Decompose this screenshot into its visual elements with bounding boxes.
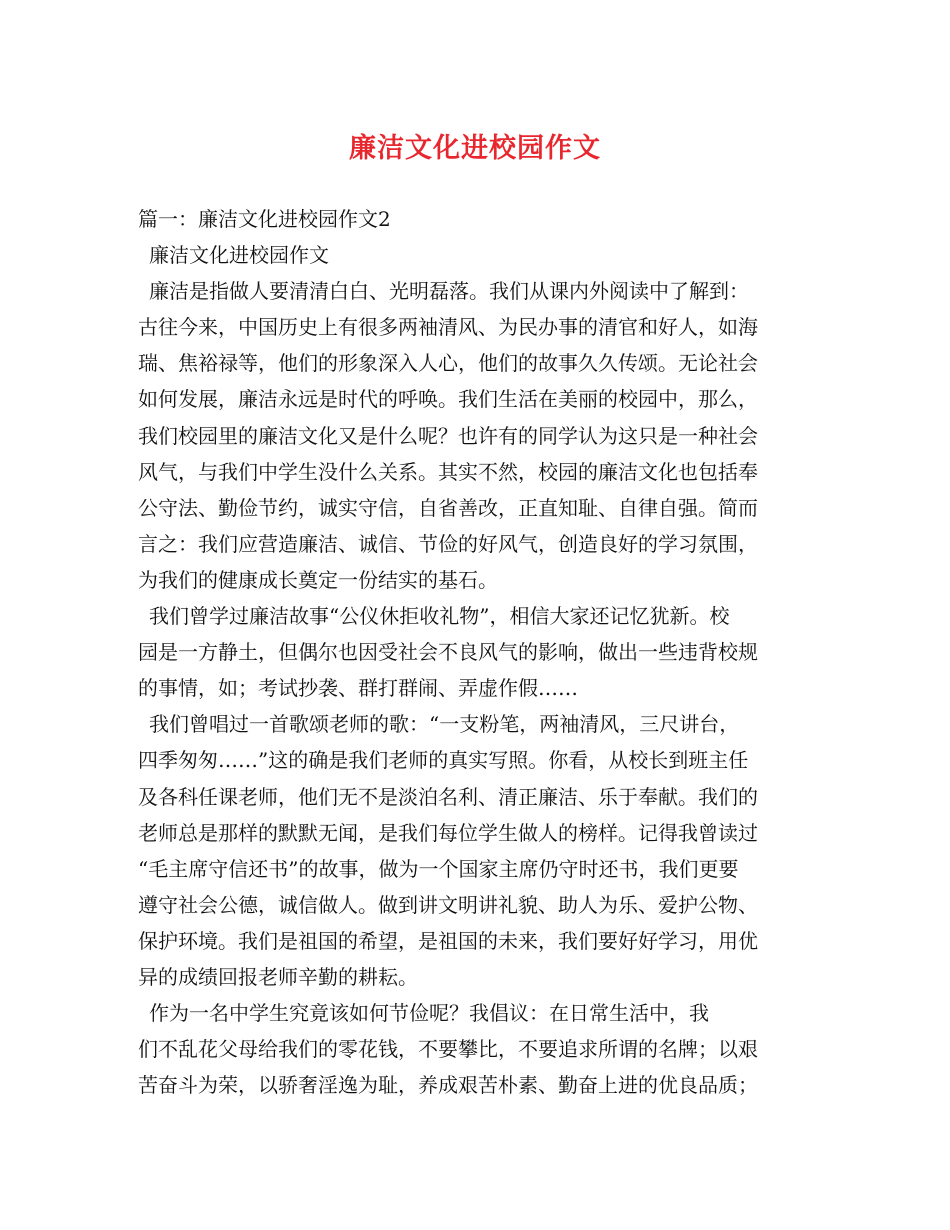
text-line: “毛主席守信还书”的故事，做为一个国家主席仍守时还书，我们更要 <box>138 856 739 881</box>
text-line: 廉洁是指做人要清清白白、光明磊落。我们从课内外阅读中了解到： <box>149 279 749 304</box>
text-line: 言之：我们应营造廉洁、诚信、节俭的好风气，创造良好的学习氛围， <box>138 531 758 556</box>
text-line: 异的成绩回报老师辛勤的耕耘。 <box>138 964 418 989</box>
text-line: 园是一方静土，但偶尔也因受社会不良风气的影响，做出一些违背校规 <box>138 640 758 665</box>
text-line: 的事情，如；考试抄袭、群打群闹、弄虚作假…… <box>138 676 578 701</box>
document-title: 廉洁文化进校园作文 <box>349 133 601 164</box>
text-line: 苦奋斗为荣，以骄奢淫逸为耻，养成艰苦朴素、勤奋上进的优良品质； <box>138 1073 758 1098</box>
text-line: 古往今来，中国历史上有很多两袖清风、为民办事的清官和好人，如海 <box>138 315 758 340</box>
text-line: 如何发展，廉洁永远是时代的呼唤。我们生活在美丽的校园中，那么， <box>138 387 758 412</box>
text-line: 篇一：廉洁文化进校园作文2 <box>138 207 391 231</box>
text-line: 作为一名中学生究竟该如何节俭呢？我倡议：在日常生活中，我 <box>149 1001 709 1026</box>
document-body <box>138 201 828 1103</box>
text-line: 我们曾唱过一首歌颂老师的歌：“一支粉笔，两袖清风，三尺讲台， <box>149 712 740 737</box>
text-line: 我们曾学过廉洁故事“公仪休拒收礼物”，相信大家还记忆犹新。校 <box>149 604 730 629</box>
text-line: 我们校园里的廉洁文化又是什么呢？也许有的同学认为这只是一种社会 <box>138 423 758 448</box>
text-line: 及各科任课老师，他们无不是淡泊名利、清正廉洁、乐于奉献。我们的 <box>138 784 758 809</box>
text-line: 公守法、勤俭节约，诚实守信，自省善改，正直知耻、自律自强。简而 <box>138 495 758 520</box>
text-line: 瑞、焦裕禄等，他们的形象深入人心，他们的故事久久传颂。无论社会 <box>138 351 758 376</box>
text-line: 遵守社会公德，诚信做人。做到讲文明讲礼貌、助人为乐、爱护公物、 <box>138 892 758 917</box>
text-line: 保护环境。我们是祖国的希望，是祖国的未来，我们要好好学习，用优 <box>138 928 758 953</box>
text-line: 们不乱花父母给我们的零花钱，不要攀比，不要追求所谓的名牌；以艰 <box>138 1037 758 1062</box>
text-line: 廉洁文化进校园作文 <box>149 243 329 268</box>
text-line: 四季匆匆……”这的确是我们老师的真实写照。你看，从校长到班主任 <box>138 748 749 773</box>
text-line: 老师总是那样的默默无闻，是我们每位学生做人的榜样。记得我曾读过 <box>138 820 758 845</box>
text-line: 为我们的健康成长奠定一份结实的基石。 <box>138 567 498 592</box>
text-line: 风气，与我们中学生没什么关系。其实不然，校园的廉洁文化也包括奉 <box>138 459 758 484</box>
